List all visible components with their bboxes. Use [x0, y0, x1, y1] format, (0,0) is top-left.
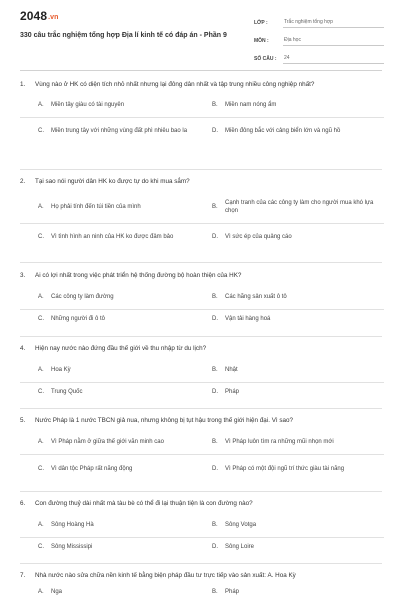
meta-key: MÔN :	[254, 38, 269, 44]
option-divider	[20, 117, 384, 118]
question-3	[20, 271, 384, 330]
option-b[interactable]	[212, 366, 382, 375]
question-divider	[20, 336, 382, 337]
option-b[interactable]	[212, 101, 382, 110]
option-divider	[20, 454, 384, 455]
header-divider	[20, 70, 382, 71]
option-letter: A.	[38, 293, 44, 300]
option-text: Trung Quốc	[51, 388, 83, 395]
question-5	[20, 416, 384, 485]
question-number: 7.	[20, 572, 26, 579]
document-title: 330 câu trắc nghiệm tổng hợp Địa lí kinh tế có đáp án - Phần 9	[20, 32, 227, 39]
option-letter: D.	[212, 315, 218, 322]
question-6	[20, 499, 384, 558]
option-letter: C.	[38, 127, 44, 134]
option-letter: B.	[212, 588, 218, 595]
question-divider	[20, 491, 382, 492]
meta-key: LỚP :	[254, 20, 268, 26]
question-4	[20, 344, 384, 403]
option-a[interactable]	[38, 293, 208, 302]
document-meta	[254, 13, 384, 67]
option-text: Cạnh tranh của các công ty làm cho người mua khó lựa chọn	[225, 199, 374, 214]
option-text: Miền nam nóng ẩm	[225, 102, 277, 109]
option-text: Nhật	[225, 366, 238, 373]
meta-row-subject	[254, 31, 384, 46]
option-a[interactable]	[38, 366, 208, 375]
option-d[interactable]	[212, 233, 382, 242]
option-text: Vì Pháp luôn tìm ra những mũi nhọn mới	[225, 438, 334, 445]
option-c[interactable]	[38, 127, 208, 136]
option-letter: C.	[38, 233, 44, 240]
question-divider	[20, 563, 382, 564]
option-text: Sông Mississipi	[51, 543, 93, 550]
option-text: Vì tình hình an ninh của HK ko được đảm bảo	[51, 233, 174, 240]
question-1	[20, 80, 384, 146]
option-letter: B.	[212, 521, 218, 528]
option-text: Hoa Kỳ	[51, 366, 71, 373]
option-divider	[20, 382, 384, 383]
option-text: Vì Pháp nằm ở giữa thế giới văn minh cao	[51, 438, 164, 445]
option-text: Nga	[51, 588, 63, 595]
option-text: Vì dân tộc Pháp rất năng động	[51, 465, 133, 472]
option-d[interactable]	[212, 315, 382, 324]
option-b[interactable]	[212, 199, 382, 216]
option-text: Các công ty làm đường	[51, 293, 114, 300]
option-text: Vì sức ép của quảng cáo	[225, 233, 292, 240]
option-text: Miền đông bắc với cảng biển lớn và ngũ hồ	[225, 127, 341, 134]
option-d[interactable]	[212, 543, 382, 552]
option-a[interactable]	[38, 438, 208, 447]
question-7	[20, 571, 384, 602]
option-b[interactable]	[212, 293, 382, 302]
question-text: Tại sao nói người dân HK ko được tự do khi mua sắm?	[35, 178, 190, 185]
question-number: 4.	[20, 345, 26, 352]
option-divider	[20, 223, 384, 224]
document-header	[0, 0, 400, 70]
question-divider	[20, 408, 382, 409]
logo-text: 2048	[20, 9, 48, 23]
option-text: Sông Loire	[225, 543, 255, 550]
option-c[interactable]	[38, 388, 208, 397]
question-text: Ai có lợi nhất trong việc phát triển hệ thống đường bộ hoàn thiện của HK?	[35, 272, 242, 279]
option-text: Sông Votga	[225, 521, 257, 528]
option-letter: B.	[212, 438, 218, 445]
logo-tld: .vn	[48, 14, 59, 21]
answer-options	[20, 359, 384, 403]
option-c[interactable]	[38, 465, 208, 474]
answer-options	[20, 431, 384, 485]
option-letter: B.	[212, 366, 218, 373]
option-d[interactable]	[212, 388, 382, 397]
option-letter: A.	[38, 588, 44, 595]
option-a[interactable]	[38, 588, 208, 597]
option-d[interactable]	[212, 465, 382, 474]
option-letter: B.	[212, 293, 218, 300]
option-letter: D.	[212, 465, 218, 472]
option-b[interactable]	[212, 521, 382, 530]
option-letter: D.	[212, 233, 218, 240]
answer-options	[20, 582, 384, 602]
option-a[interactable]	[38, 101, 208, 110]
question-divider	[20, 262, 382, 263]
option-letter: D.	[212, 127, 218, 134]
option-text: Vận tải hàng hoá	[225, 315, 271, 322]
meta-key: SỐ CÂU :	[254, 56, 277, 62]
option-letter: A.	[38, 366, 44, 373]
option-letter: B.	[212, 203, 218, 210]
question-text: Con đường thuỷ dài nhất mà tàu bè có thể đi lại thuận tiện là con đường nào?	[35, 500, 253, 507]
option-b[interactable]	[212, 588, 382, 597]
meta-value: 24	[283, 55, 384, 64]
answer-options	[20, 286, 384, 330]
option-text: Miền tây giàu có tài nguyên	[51, 102, 125, 109]
option-text: Pháp	[225, 588, 240, 595]
option-a[interactable]	[38, 521, 208, 530]
meta-value: Trắc nghiệm tổng hợp	[283, 19, 384, 28]
answer-options	[20, 95, 384, 146]
option-d[interactable]	[212, 127, 382, 136]
meta-value: Địa học	[283, 37, 384, 46]
option-letter: C.	[38, 388, 44, 395]
option-letter: C.	[38, 315, 44, 322]
option-letter: A.	[38, 102, 44, 109]
question-divider	[20, 169, 382, 170]
question-2	[20, 177, 384, 252]
option-b[interactable]	[212, 438, 382, 447]
option-letter: B.	[212, 102, 218, 109]
option-letter: C.	[38, 543, 44, 550]
meta-row-count	[254, 49, 384, 64]
option-text: Pháp	[225, 388, 240, 395]
option-text: Miền trung tây với những vùng đất phì nhiêu bao la	[51, 127, 188, 134]
question-number: 3.	[20, 272, 26, 279]
option-c[interactable]	[38, 543, 208, 552]
question-number: 5.	[20, 417, 26, 424]
question-number: 6.	[20, 500, 26, 507]
option-letter: C.	[38, 465, 44, 472]
option-letter: A.	[38, 203, 44, 210]
option-letter: D.	[212, 543, 218, 550]
option-c[interactable]	[38, 233, 208, 242]
question-number: 1.	[20, 81, 26, 88]
option-letter: A.	[38, 521, 44, 528]
question-number: 2.	[20, 178, 26, 185]
option-divider	[20, 537, 384, 538]
option-text: Vì Pháp có một đội ngũ trí thức giàu tài năng	[225, 465, 345, 472]
option-text: Sông Hoàng Hà	[51, 521, 94, 528]
option-text: Những người đi ô tô	[51, 315, 105, 322]
option-letter: D.	[212, 388, 218, 395]
answer-options	[20, 192, 384, 252]
option-a[interactable]	[38, 203, 208, 212]
question-text: Nước Pháp là 1 nước TBCN giả nua, nhưng không bị tụt hậu trong thế giới hiện đại. Vì sao?	[35, 417, 294, 424]
question-text: Hiện nay nước nào đứng đầu thế giới về thu nhập từ du lịch?	[35, 345, 207, 352]
answer-options	[20, 514, 384, 558]
option-letter: A.	[38, 438, 44, 445]
question-text: Vùng nào ở HK có diện tích nhỏ nhất nhưng lại đông dân nhất và tập trung nhiều công nghiệp nhất?	[35, 81, 315, 88]
option-text: Các hãng sản xuất ô tô	[225, 293, 287, 300]
meta-row-class	[254, 13, 384, 28]
option-text: Họ phải tính đến túi tiền của mình	[51, 203, 141, 210]
option-c[interactable]	[38, 315, 208, 324]
question-text: Nhà nước nào sửa chữa nền kinh tế bằng biện pháp đầu tư trực tiếp vào sản xuất: A. Hoa Kỳ	[35, 572, 296, 579]
option-divider	[20, 309, 384, 310]
